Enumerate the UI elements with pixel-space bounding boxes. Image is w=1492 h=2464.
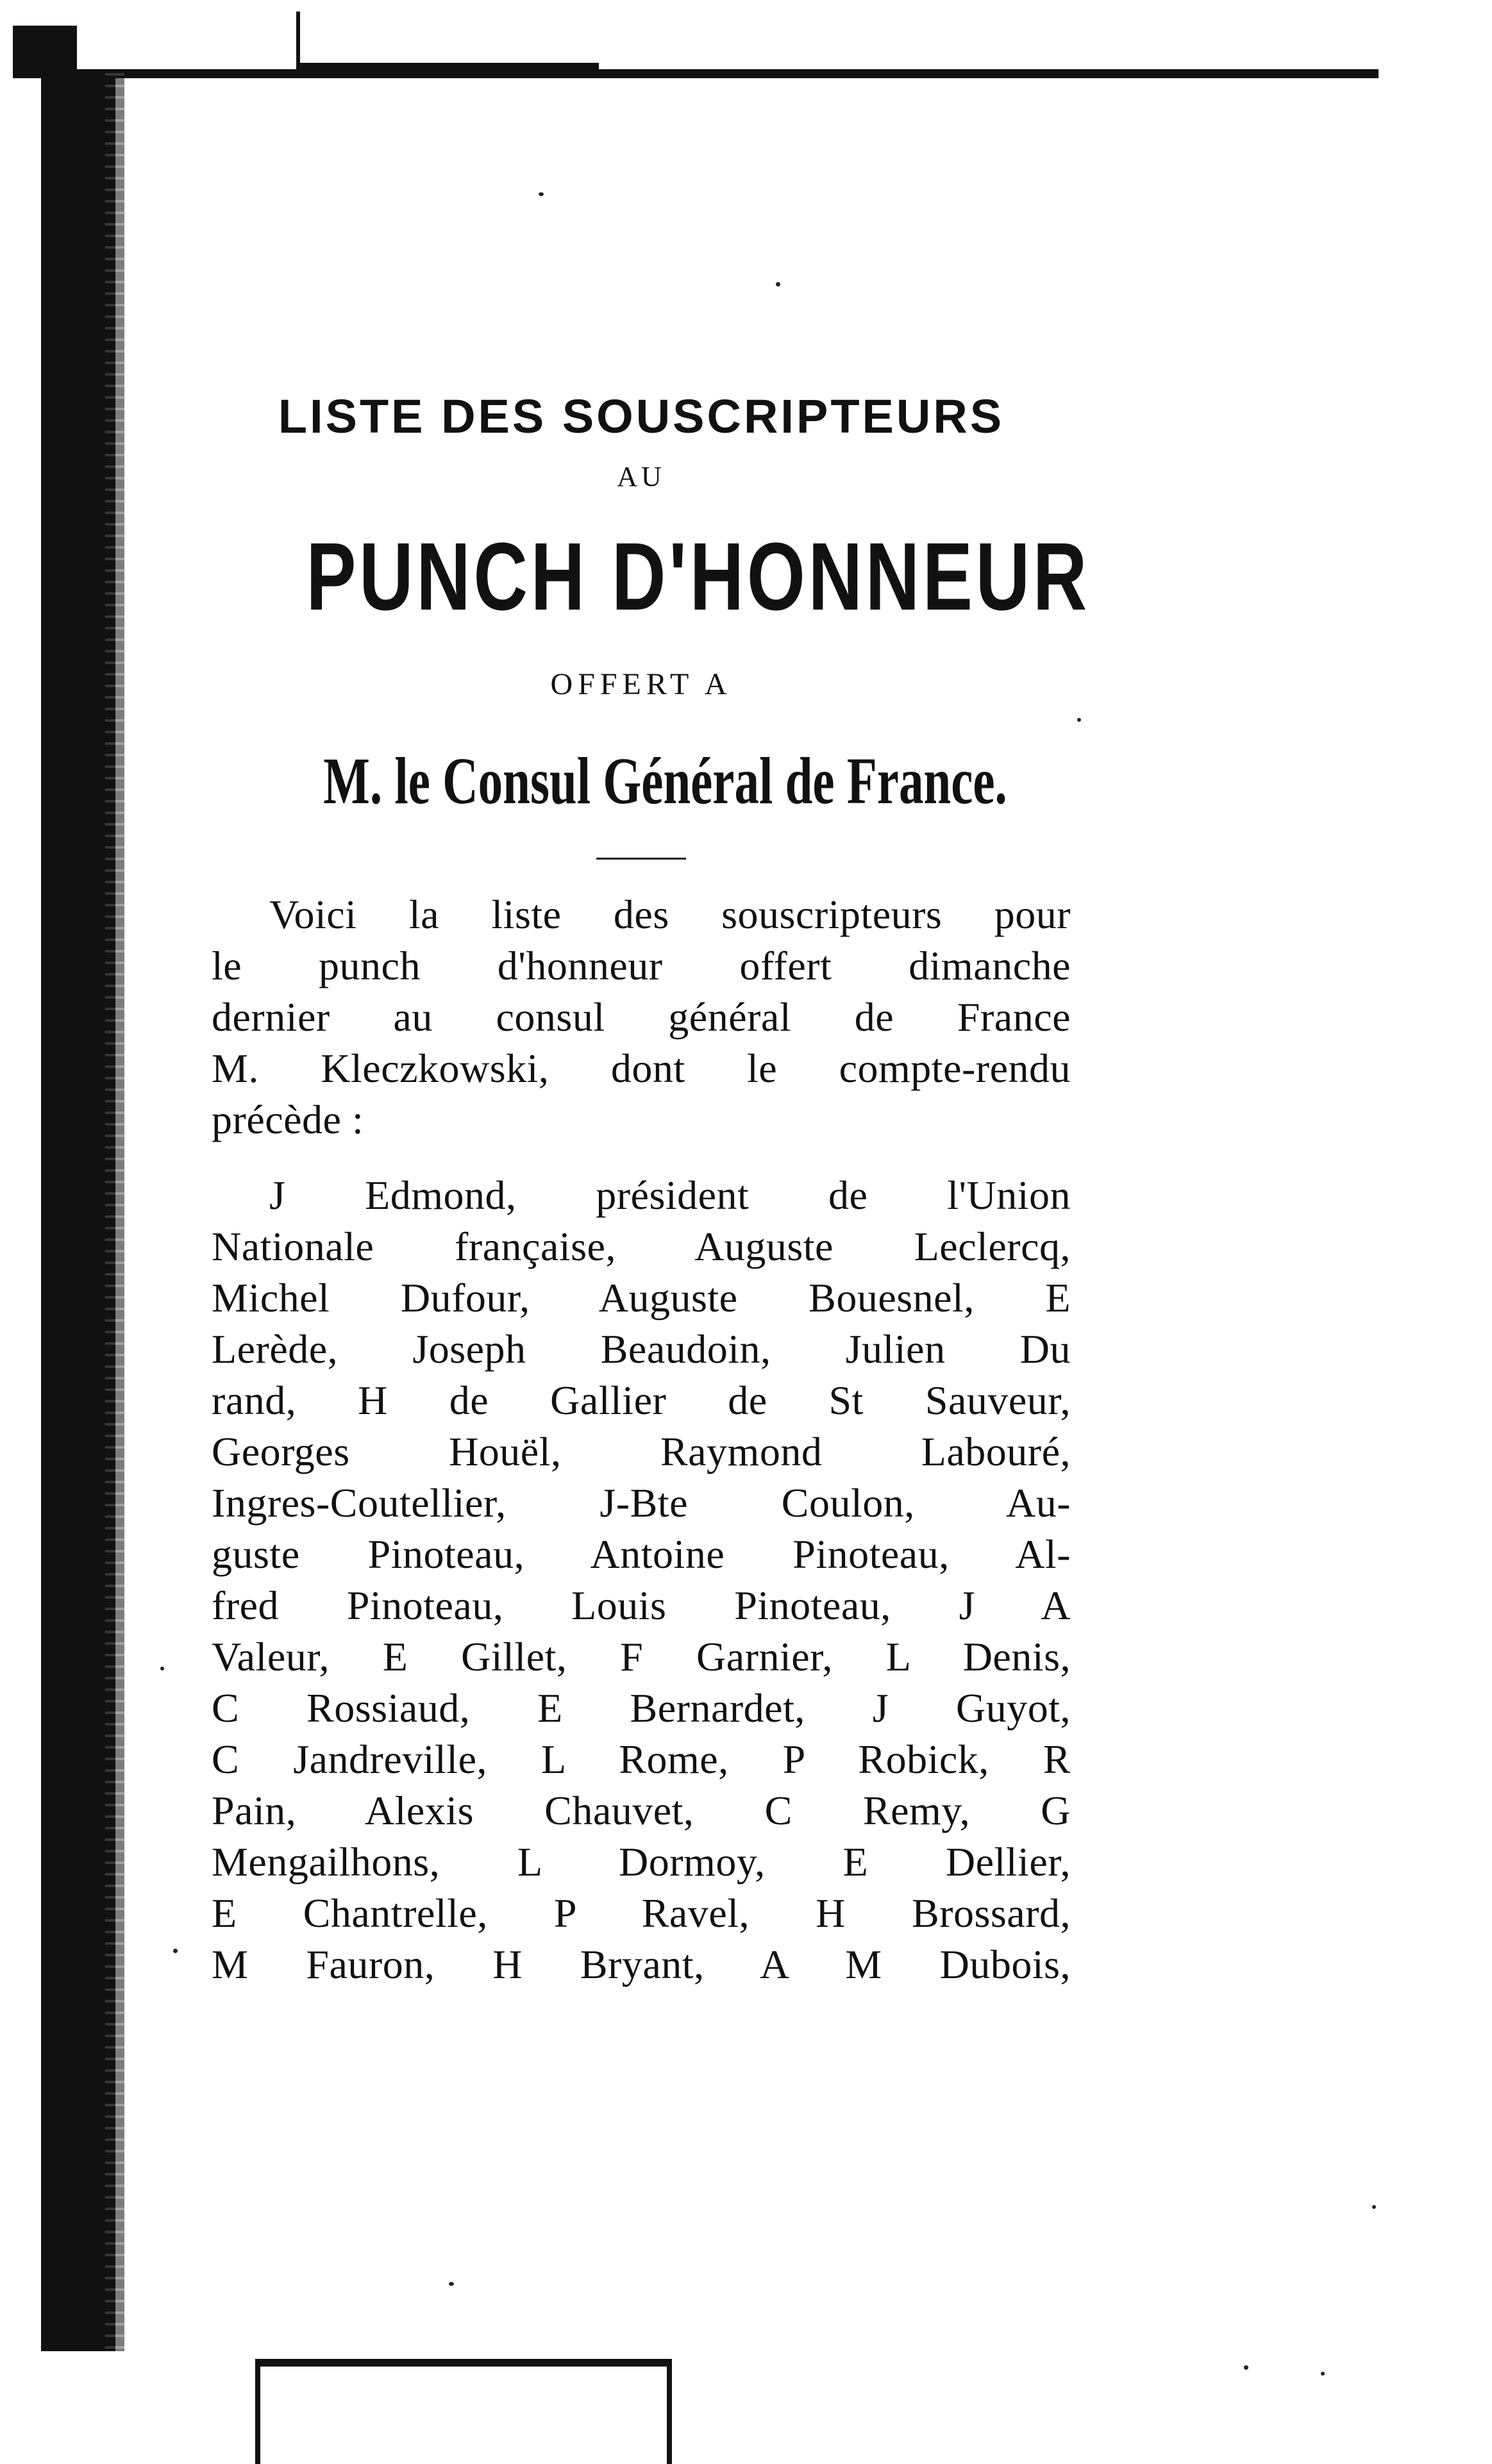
scan-left-border-edge: [105, 69, 124, 2351]
subscriber-line: E Chantrelle, P Ravel, H Brossard,: [212, 1890, 1071, 1936]
subscriber-line: M Fauron, H Bryant, A M Dubois,: [212, 1942, 1071, 1987]
scan-left-border: [41, 69, 115, 2351]
subscriber-line: C Rossiaud, E Bernardet, J Guyot,: [212, 1685, 1071, 1731]
scan-speck: [776, 282, 780, 287]
intro-paragraph: [212, 889, 1071, 1145]
intro-line: Voici la liste des souscripteurs pour: [269, 892, 1071, 937]
scan-speck: [1244, 2365, 1248, 2370]
subscriber-line: fred Pinoteau, Louis Pinoteau, J A: [212, 1583, 1071, 1628]
heading-punch-d-honneur: PUNCH D'HONNEUR: [306, 522, 1090, 630]
subscriber-line: Lerède, Joseph Beaudoin, Julien Du: [212, 1326, 1071, 1372]
scan-corner-mark: [13, 26, 77, 71]
subscriber-line: Valeur, E Gillet, F Garnier, L Denis,: [212, 1634, 1071, 1679]
heading-offert-a: OFFERT A: [550, 667, 732, 701]
scan-speck: [1077, 718, 1081, 722]
subscriber-line: Nationale française, Auguste Leclercq,: [212, 1224, 1071, 1269]
scan-speck: [449, 2282, 454, 2286]
subscriber-line: Ingres-Coutellier, J-Bte Coulon, Au-: [212, 1480, 1071, 1526]
heading-list-of-subscribers: LISTE DES SOUSCRIPTEURS: [278, 390, 1005, 443]
subscriber-line: Mengailhons, L Dormoy, E Dellier,: [212, 1839, 1071, 1885]
intro-line: dernier au consul général de France: [212, 994, 1071, 1040]
subscriber-line: guste Pinoteau, Antoine Pinoteau, Al-: [212, 1531, 1071, 1577]
heading-au: AU: [617, 461, 666, 492]
subscriber-line: Georges Houël, Raymond Labouré,: [212, 1429, 1071, 1474]
scan-speck: [1372, 2205, 1376, 2209]
section-divider: [596, 858, 686, 860]
subscriber-line: Pain, Alexis Chauvet, C Remy, G: [212, 1788, 1071, 1833]
subscriber-list-paragraph: [212, 1170, 1071, 1990]
scan-top-notch: [296, 12, 599, 69]
subscriber-line: J Edmond, président de l'Union: [269, 1172, 1071, 1218]
scan-speck: [173, 1949, 178, 1953]
subscriber-line: C Jandreville, L Rome, P Robick, R: [212, 1736, 1071, 1782]
subscriber-line: rand, H de Gallier de St Sauveur,: [212, 1378, 1071, 1423]
scan-top-border: [13, 69, 1379, 78]
scan-speck: [160, 1667, 164, 1670]
article: [212, 385, 1090, 1990]
intro-line: le punch d'honneur offert dimanche: [212, 943, 1071, 988]
scan-speck: [539, 192, 544, 196]
scan-speck: [1321, 2372, 1325, 2376]
heading-consul-general: M. le Consul Général de France.: [323, 744, 1007, 818]
intro-line: M. Kleczkowski, dont le compte-rendu: [212, 1045, 1071, 1091]
scan-bottom-bracket: [255, 2359, 672, 2464]
intro-line: précède :: [212, 1097, 364, 1142]
subscriber-line: Michel Dufour, Auguste Bouesnel, E: [212, 1275, 1071, 1320]
